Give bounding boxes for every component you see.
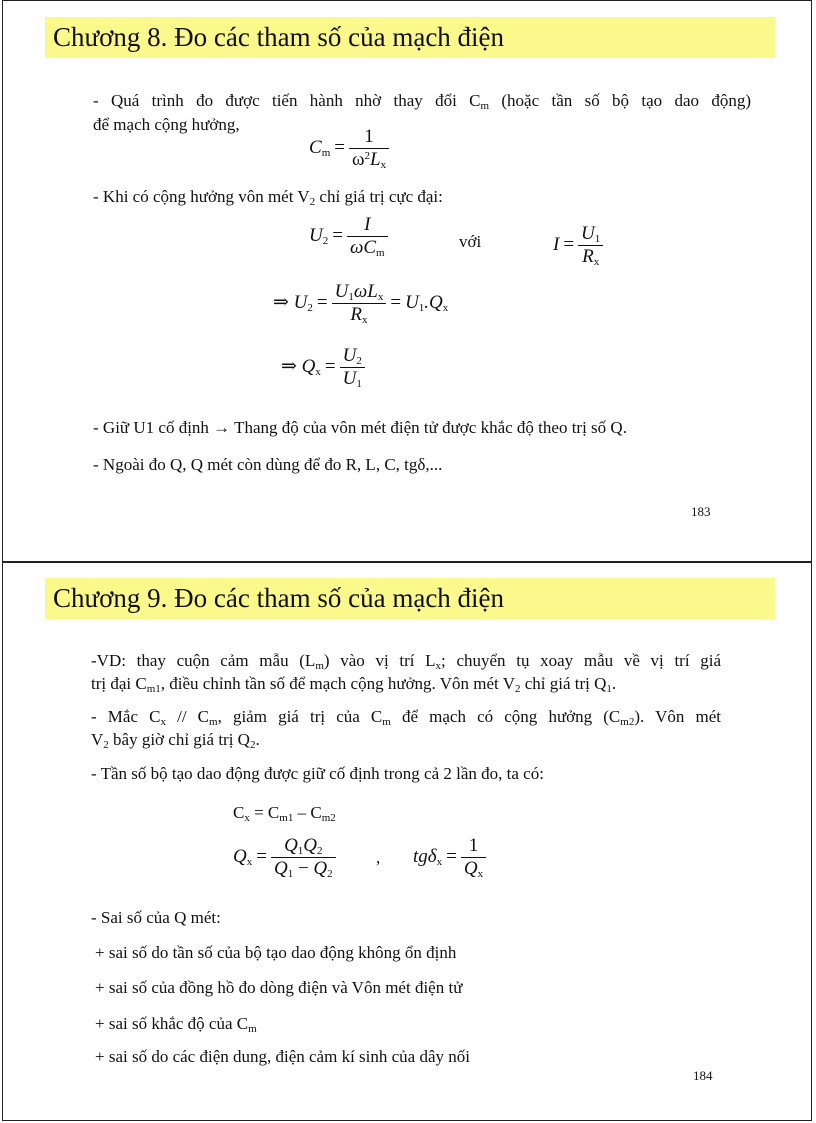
slide-184 xyxy=(2,562,812,1121)
paragraph-1-line-2: trị đại $C_{m1}$, điều chỉnh tần số để mạch cộng hưởng. Vôn mét $V_2$ chỉ giá trị $Q_1$. xyxy=(91,674,617,695)
paragraph-4: - Ngoài đo Q, Q mét còn dùng để đo R, L, C, tgδ,... xyxy=(93,455,443,474)
paragraph-2-line-2: $V_2$ bây giờ chỉ giá trị $Q_2$. xyxy=(91,730,260,751)
paragraph-3: - Giữ U1 cố định → Thang độ của vôn mét điện tử được khắc độ theo trị số Q. xyxy=(93,418,627,437)
list-item: + sai số do tần số của bộ tạo dao động không ổn định xyxy=(95,943,457,962)
slide-title: Chương 9. Đo các tham số của mạch điện xyxy=(45,578,775,619)
equation-qx: ⇒ $Q_x$ = $\frac{U_2}{U_1}$ xyxy=(281,345,365,390)
paragraph-1-line-2: để mạch cộng hưởng, xyxy=(93,115,240,134)
list-item: + sai số của đồng hồ đo dòng điện và Vôn mét điện tử xyxy=(95,978,463,997)
page-number: 183 xyxy=(691,504,711,519)
paragraph-2-line-1: - Mắc $C_x // C_m$, giảm giá trị của $C_m$ để mạch có cộng hưởng $(C_{m2})$. Vôn mét xyxy=(91,707,721,728)
list-item: + sai số khắc độ của $C_m$ xyxy=(95,1014,257,1035)
slide-183 xyxy=(2,0,812,562)
equation-u2: $U_2$ = $\frac{I}{\omega C_m}$ xyxy=(309,214,388,259)
paragraph-1-line-1: -VD: thay cuộn cảm mẫu $(L_m)$ vào vị trí $L_x$; chuyển tụ xoay mẫu về vị trí giá xyxy=(91,651,722,672)
equation-qx: $Q_x$ = $\frac{Q_1Q_2}{Q_1 - Q_2}$ xyxy=(233,835,336,880)
equation-cm: $C_m$ = $\frac{1}{\omega^2L_x}$ xyxy=(309,126,389,171)
equation-cx: $C_x = C_{m1} - C_{m2}$ xyxy=(233,803,336,824)
with-word: với xyxy=(459,232,482,251)
equation-tgdelta: tgδ$_x$ = $\frac{1}{Q_x}$ xyxy=(413,835,486,880)
paragraph-2: - Khi có cộng hưởng vôn mét $V_2$ chỉ giá trị cực đại: xyxy=(93,187,443,208)
paragraph-1-line-1: - Quá trình đo được tiến hành nhờ thay đổi $C_m$ (hoặc tần số bộ tạo dao động) xyxy=(93,91,751,112)
page-number: 184 xyxy=(693,1068,713,1083)
slide-title: Chương 8. Đo các tham số của mạch điện xyxy=(45,17,775,58)
paragraph-3: - Tần số bộ tạo dao động được giữ cố định trong cả 2 lần đo, ta có: xyxy=(91,764,544,783)
list-item: + sai số do các điện dung, điện cảm kí sinh của dây nối xyxy=(95,1047,470,1066)
equation-u2-derived: ⇒ $U_2$ = $\frac{U_1\omega L_x}{R_x}$ = $U_1.Q_x$ xyxy=(273,281,449,326)
paragraph-4: - Sai số của Q mét: xyxy=(91,908,221,927)
equation-i: I = $\frac{U_1}{R_x}$ xyxy=(553,223,603,268)
comma-separator: , xyxy=(376,848,381,867)
